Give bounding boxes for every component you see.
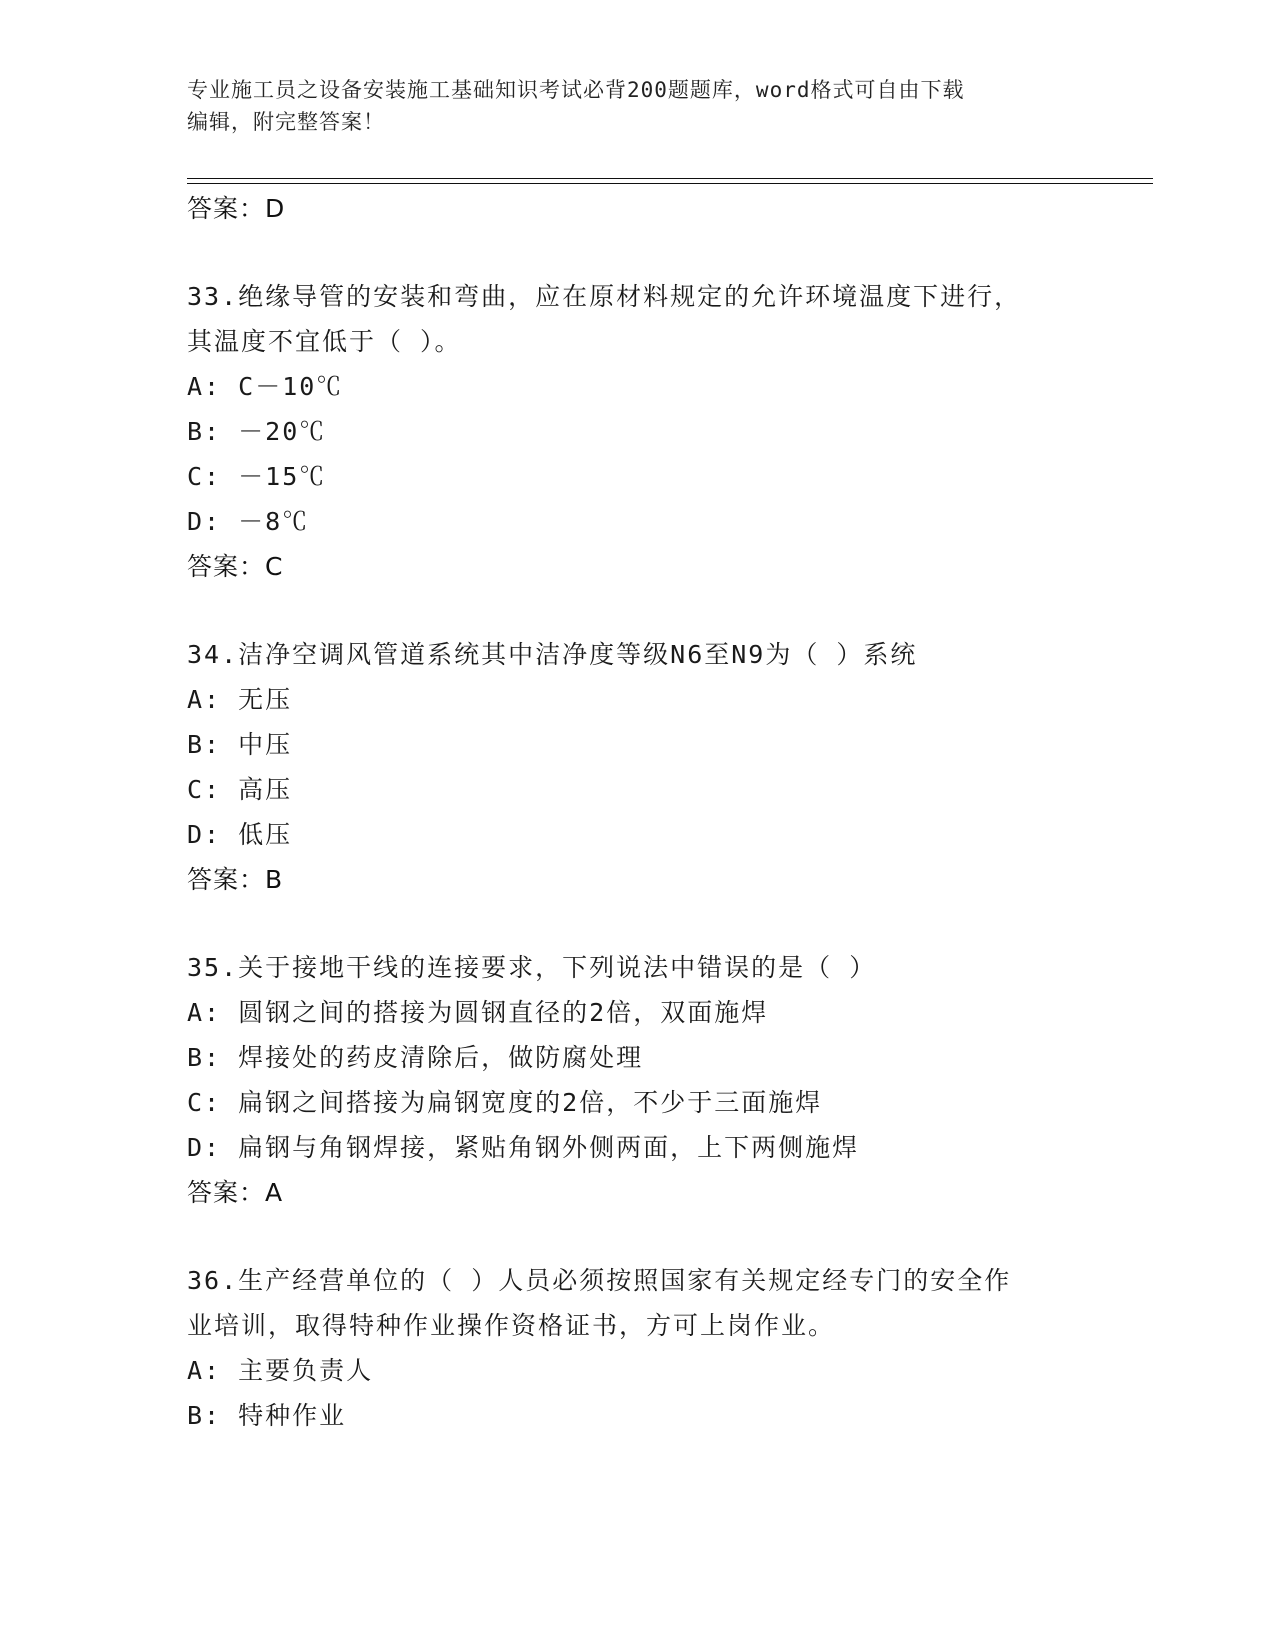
option-b: B: 中压	[187, 730, 293, 759]
option-b: B: 特种作业	[187, 1401, 347, 1430]
answer-line: 答案：B	[187, 865, 284, 894]
question-text: 35.关于接地干线的连接要求，下列说法中错误的是（ ）	[187, 953, 877, 982]
option-a: A: 无压	[187, 685, 293, 714]
option-c: C: 扁钢之间搭接为扁钢宽度的2倍，不少于三面施焊	[187, 1088, 823, 1117]
option-d: D: －8℃	[187, 507, 310, 536]
option-b: B: －20℃	[187, 417, 327, 446]
answer-line: 答案：C	[187, 552, 284, 581]
question-text: 业培训，取得特种作业操作资格证书，方可上岗作业。	[187, 1311, 836, 1340]
question-35	[187, 945, 1147, 1216]
answer-line: 答案：A	[187, 1178, 284, 1207]
option-c: C: 高压	[187, 775, 293, 804]
header-title-line-1: 专业施工员之设备安装施工基础知识考试必背200题题库，word格式可自由下载	[187, 78, 965, 102]
option-b: B: 焊接处的药皮清除后，做防腐处理	[187, 1043, 644, 1072]
option-a: A: C－10℃	[187, 372, 344, 401]
option-d: D: 扁钢与角钢焊接，紧贴角钢外侧两面，上下两侧施焊	[187, 1133, 860, 1162]
option-a: A: 主要负责人	[187, 1356, 374, 1385]
option-d: D: 低压	[187, 820, 293, 849]
question-text: 36.生产经营单位的（ ）人员必须按照国家有关规定经专门的安全作	[187, 1266, 1012, 1295]
answer-line: 答案：D	[187, 194, 286, 223]
question-36	[187, 1258, 1147, 1438]
question-33	[187, 274, 1147, 590]
option-a: A: 圆钢之间的搭接为圆钢直径的2倍，双面施焊	[187, 998, 769, 1027]
page-header	[187, 74, 1067, 138]
header-rule-top	[187, 178, 1153, 179]
question-text: 其温度不宜低于（ ）。	[187, 327, 462, 356]
option-c: C: －15℃	[187, 462, 327, 491]
document-body	[187, 186, 1147, 1438]
question-text: 34.洁净空调风管道系统其中洁净度等级N6至N9为（ ）系统	[187, 640, 918, 669]
header-title-line-2: 编辑，附完整答案！	[187, 110, 385, 134]
header-rule-bottom	[187, 183, 1153, 184]
question-34	[187, 632, 1147, 903]
question-text: 33.绝缘导管的安装和弯曲，应在原材料规定的允许环境温度下进行，	[187, 282, 1022, 311]
